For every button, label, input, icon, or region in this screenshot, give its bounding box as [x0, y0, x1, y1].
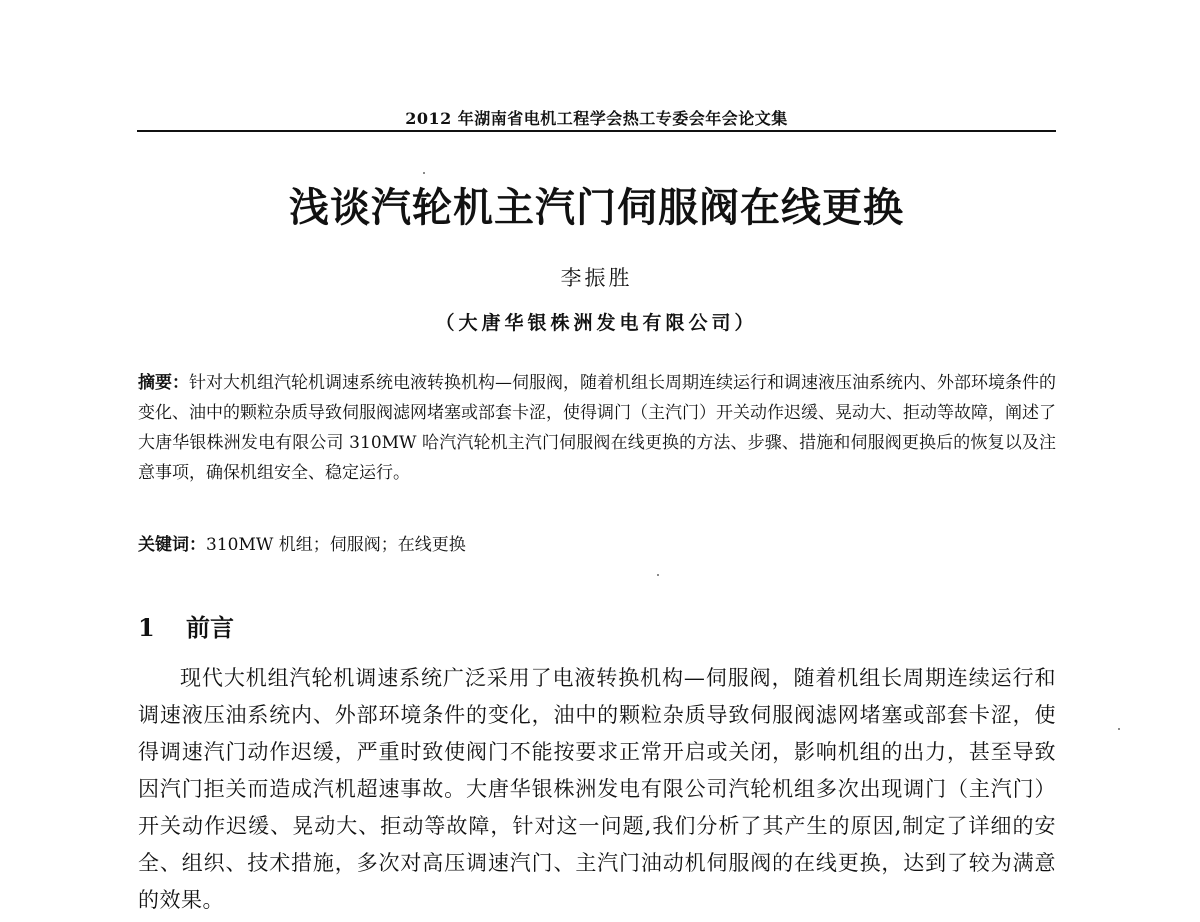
scan-speck [1118, 728, 1120, 730]
abstract-text: 针对大机组汽轮机调速系统电液转换机构—伺服阀，随着机组长周期连续运行和调速液压油系统内、外部环境条件的变化、油中的颗粒杂质导致伺服阀滤网堵塞或部套卡涩，使得调门（主汽门）开关动作迟缓、晃动大、拒动等故障，阐述了大唐华银株洲发电有限公司 310MW 哈汽汽轮机主汽门伺服阀在线更换的方法、步骤、措施和伺服阀更换后的恢复以及注意事项，确保机组安全、稳定运行。 [138, 373, 1056, 483]
paper-affiliation: （大唐华银株洲发电有限公司） [435, 312, 758, 334]
section-number: 1 [138, 613, 155, 642]
paper-title: 浅谈汽轮机主汽门伺服阀在线更换 [289, 185, 904, 231]
paper-author: 李振胜 [560, 266, 633, 290]
keywords [138, 530, 1056, 560]
abstract-label: 摘要： [138, 373, 189, 393]
scan-speck [423, 172, 425, 174]
proceedings-header: 2012 年湖南省电机工程学会热工专委会年会论文集 [405, 109, 788, 128]
section-heading [138, 608, 234, 643]
section-paragraph: 现代大机组汽轮机调速系统广泛采用了电液转换机构—伺服阀，随着机组长周期连续运行和调速液压油系统内、外部环境条件的变化，油中的颗粒杂质导致伺服阀滤网堵塞或部套卡涩，使得调速汽门动作迟缓，严重时致使阀门不能按要求正常开启或关闭，影响机组的出力，甚至导致因汽门拒关而造成汽机超速事故。大唐华银株洲发电有限公司汽轮机组多次出现调门（主汽门）开关动作迟缓、晃动大、拒动等故障，针对这一问题,我们分析了其产生的原因,制定了详细的安全、组织、技术措施，多次对高压调速汽门、主汽门油动机伺服阀的在线更换，达到了较为满意的效果。 [138, 666, 1056, 912]
keywords-label: 关键词： [138, 535, 206, 555]
section-title: 前言 [186, 613, 234, 642]
abstract [138, 368, 1056, 488]
keywords-text: 310MW 机组；伺服阀；在线更换 [206, 535, 466, 555]
header-rule [137, 130, 1056, 132]
scan-speck [657, 574, 659, 576]
